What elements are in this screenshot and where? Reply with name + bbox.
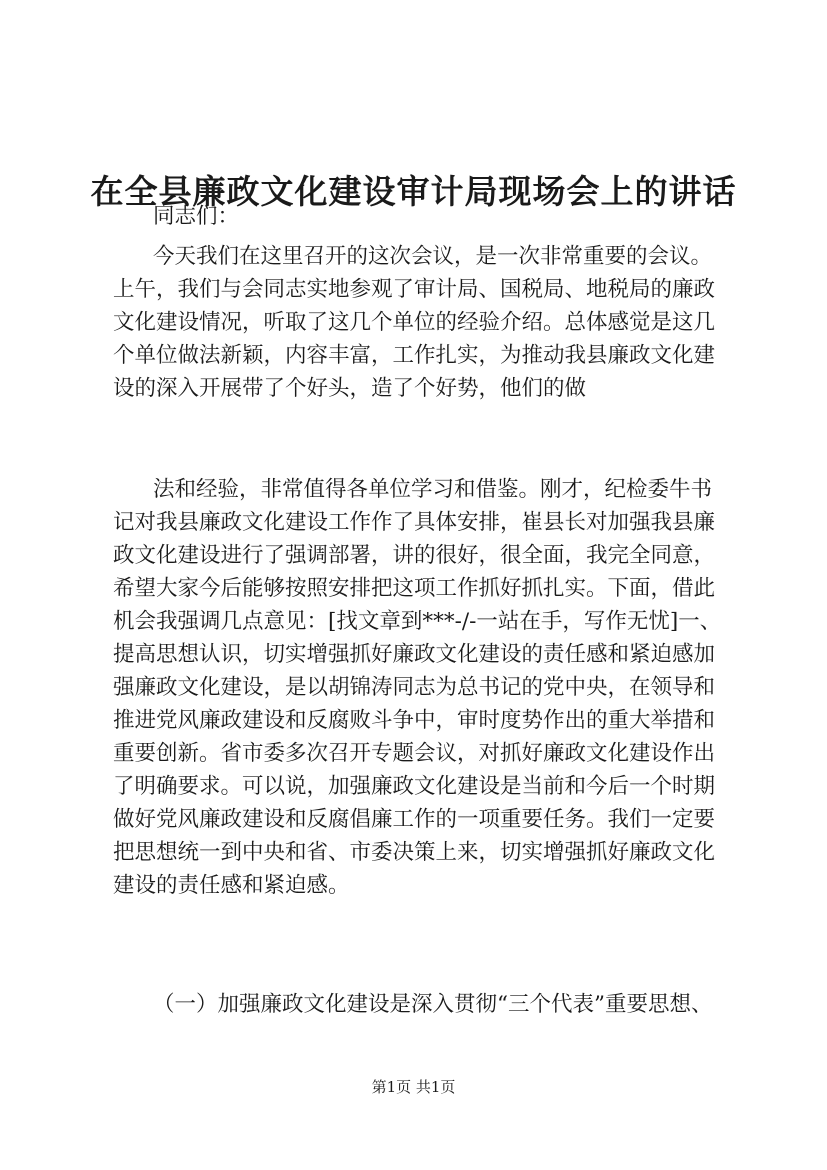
paragraph-line: 上午，我们与会同志实地参观了审计局、国税局、地税局的廉政 xyxy=(113,277,716,302)
paragraph-line: 提高思想认识，切实增强抓好廉政文化建设的责任感和紧迫感加 xyxy=(113,642,716,667)
greeting: 同志们： xyxy=(153,204,240,229)
paragraph-line: 重要创新。省市委多次召开专题会议，对抓好廉政文化建设作出 xyxy=(113,741,716,766)
paragraph-line: 设的深入开展带了个好头，造了个好势，他们的做 xyxy=(113,376,587,401)
paragraph-2 xyxy=(113,473,733,902)
paragraph-line: 希望大家今后能够按照安排把这项工作抓好抓扎实。下面，借此 xyxy=(113,576,716,601)
paragraph-line: 个单位做法新颖，内容丰富，工作扎实，为推动我县廉政文化建 xyxy=(113,343,716,368)
paragraph-line: 把思想统一到中央和省、市委决策上来，切实增强抓好廉政文化 xyxy=(113,840,716,865)
paragraph-line: 今天我们在这里召开的这次会议，是一次非常重要的会议。 xyxy=(153,244,713,269)
paragraph-line: 建设的责任感和紧迫感。 xyxy=(113,873,350,898)
paragraph-line: 文化建设情况，听取了这几个单位的经验介绍。总体感觉是这几 xyxy=(113,310,716,335)
paragraph-line: 推进党风廉政建设和反腐败斗争中，审时度势作出的重大举措和 xyxy=(113,708,716,733)
paragraph-line: 法和经验，非常值得各单位学习和借鉴。刚才，纪检委牛书 xyxy=(153,477,713,502)
paragraph-1 xyxy=(113,240,733,405)
document-title: 在全县廉政文化建设审计局现场会上的讲话 xyxy=(90,172,737,212)
paragraph-line: 做好党风廉政建设和反腐倡廉工作的一项重要任务。我们一定要 xyxy=(113,807,716,832)
paragraph-line: 政文化建设进行了强调部署，讲的很好，很全面，我完全同意， xyxy=(113,543,716,568)
paragraph-line: （一）加强廉政文化建设是深入贯彻“三个代表”重要思想、 xyxy=(153,992,713,1017)
paragraph-3 xyxy=(113,988,733,1021)
paragraph-line: 记对我县廉政文化建设工作作了具体安排，崔县长对加强我县廉 xyxy=(113,510,716,535)
paragraph-line: 强廉政文化建设，是以胡锦涛同志为总书记的党中央，在领导和 xyxy=(113,675,716,700)
greeting-block xyxy=(113,200,733,233)
paragraph-line: 了明确要求。可以说，加强廉政文化建设是当前和今后一个时期 xyxy=(113,774,716,799)
page-footer: 第1页 共1页 xyxy=(371,1078,456,1096)
paragraph-line: 机会我强调几点意见：[找文章到***-/-一站在手，写作无忧]一、 xyxy=(113,609,722,634)
